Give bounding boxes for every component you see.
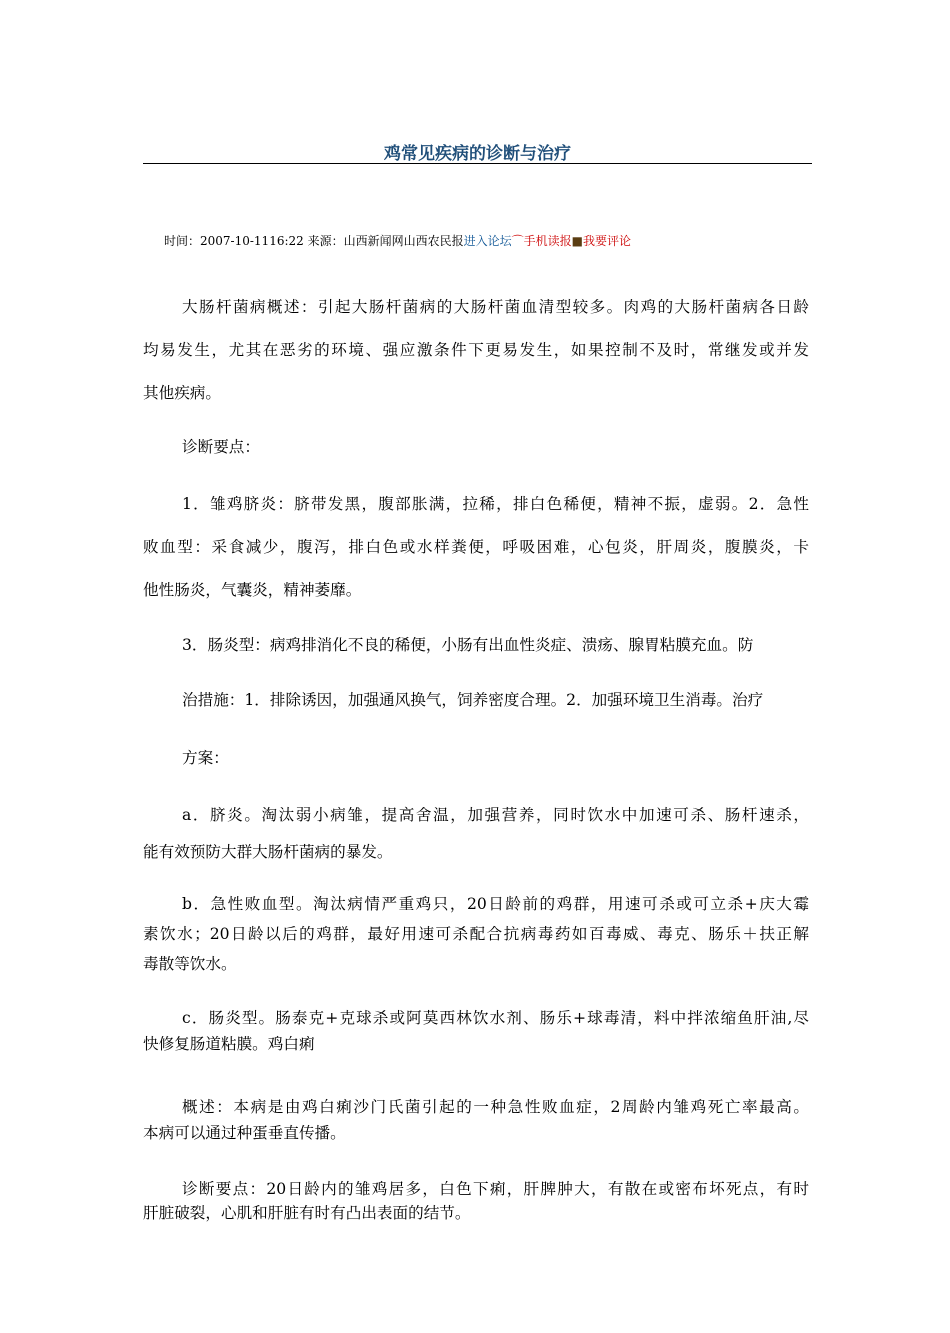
paragraph-line: 大肠杆菌病概述：引起大肠杆菌病的大肠杆菌血清型较多。肉鸡的大肠杆菌病各日龄 bbox=[182, 298, 809, 316]
paragraph-line: 3．肠炎型：病鸡排消化不良的稀便，小肠有出血性炎症、溃疡、腺胃粘膜充血。防 bbox=[182, 636, 754, 654]
paragraph-diagnosis-heading bbox=[143, 432, 809, 462]
paragraph-line: 概述：本病是由鸡白痢沙门氏菌引起的一种急性败血症，2周龄内雏鸡死亡率最高。 bbox=[182, 1098, 809, 1116]
paragraph-line: 他性肠炎，气囊炎，精神萎靡。 bbox=[143, 581, 362, 599]
article-title: 鸡常见疾病的诊断与治疗 bbox=[384, 144, 571, 164]
comment-link[interactable]: 我要评论 bbox=[582, 234, 631, 248]
paragraph-line: 能有效预防大群大肠杆菌病的暴发。 bbox=[143, 843, 393, 861]
paragraph-line: 本病可以通过种蛋垂直传播。 bbox=[143, 1124, 346, 1142]
paragraph-line: 快修复肠道粘膜。鸡白痢 bbox=[143, 1035, 315, 1053]
paragraph-line: 败血型：采食减少，腹泻，排白色或水样粪便，呼吸困难，心包炎，肝周炎，腹膜炎，卡 bbox=[143, 538, 809, 556]
separator-glyph: ⌒ bbox=[511, 234, 524, 248]
paragraph-prevention bbox=[143, 685, 809, 715]
paragraph-enteritis bbox=[143, 630, 809, 660]
paragraph-line: c．肠炎型。肠泰克+克球杀或阿莫西林饮水剂、肠乐+球毒清，料中拌浓缩鱼肝油,尽 bbox=[182, 1009, 809, 1027]
paragraph-pullorum-overview bbox=[143, 1094, 809, 1146]
square-bullet-icon: ■ bbox=[571, 234, 583, 248]
paragraph-symptoms bbox=[143, 483, 809, 612]
meta-time-source: 时间：2007-10-1116:22 来源：山西新闻网山西农民报 bbox=[164, 234, 464, 248]
paragraph-line: 其他疾病。 bbox=[143, 384, 221, 402]
paragraph-plan-b bbox=[143, 889, 809, 979]
paragraph-line: 肝脏破裂，心肌和肝脏有时有凸出表面的结节。 bbox=[143, 1204, 471, 1222]
paragraph-line: 诊断要点： bbox=[182, 438, 260, 456]
paragraph-plan-heading bbox=[143, 743, 809, 773]
paragraph-line: 1．雏鸡脐炎：脐带发黑，腹部胀满，拉稀，排白色稀便，精神不振，虚弱。2．急性 bbox=[182, 495, 809, 513]
paragraph-line: 均易发生，尤其在恶劣的环境、强应激条件下更易发生，如果控制不及时，常继发或并发 bbox=[143, 341, 809, 359]
paragraph-line: b．急性败血型。淘汰病情严重鸡只，20日龄前的鸡群，用速可杀或可立杀+庆大霉 bbox=[182, 895, 809, 913]
mobile-read-link[interactable]: 手机读报 bbox=[523, 234, 572, 248]
paragraph-line: 治措施：1．排除诱因，加强通风换气，饲养密度合理。2．加强环境卫生消毒。治疗 bbox=[182, 691, 764, 709]
paragraph-pullorum-diagnosis bbox=[143, 1177, 809, 1225]
title-underline bbox=[143, 163, 812, 164]
paragraph-overview bbox=[143, 286, 809, 415]
paragraph-line: 毒散等饮水。 bbox=[143, 955, 237, 973]
paragraph-line: 诊断要点：20日龄内的雏鸡居多，白色下痢，肝脾肿大，有散在或密布坏死点，有时 bbox=[182, 1180, 809, 1198]
paragraph-plan-a bbox=[143, 797, 809, 871]
article-meta bbox=[164, 232, 631, 250]
paragraph-line: 方案： bbox=[182, 749, 229, 767]
paragraph-plan-c bbox=[143, 1005, 809, 1057]
paragraph-line: a．脐炎。淘汰弱小病雏，提高舍温，加强营养，同时饮水中加速可杀、肠杆速杀， bbox=[182, 806, 809, 824]
forum-link[interactable]: 进入论坛 bbox=[463, 234, 512, 248]
paragraph-line: 素饮水；20日龄以后的鸡群，最好用速可杀配合抗病毒药如百毒威、毒克、肠乐＋扶正解 bbox=[143, 925, 809, 943]
